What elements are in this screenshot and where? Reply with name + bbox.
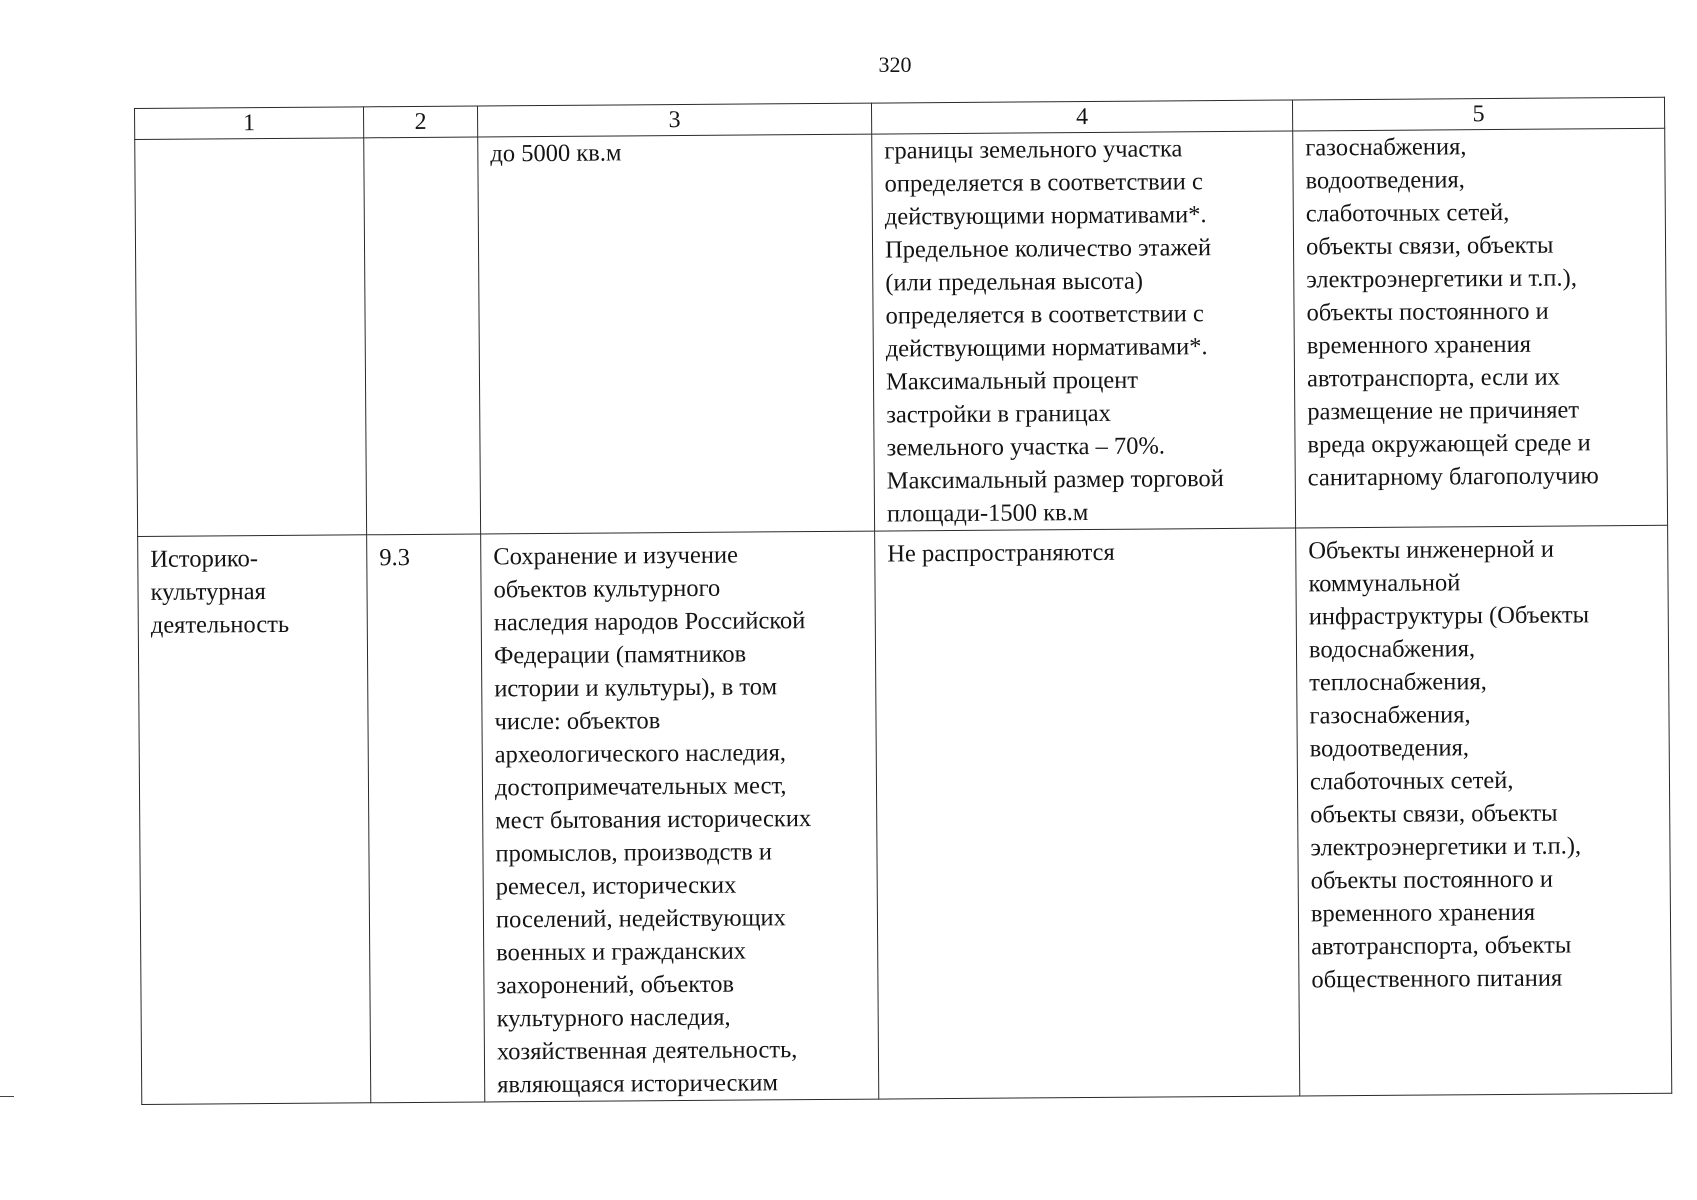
margin-mark — [0, 1096, 14, 1097]
use-type-cell — [135, 138, 367, 537]
header-cell-5: 5 — [1292, 97, 1664, 131]
header-cell-2: 2 — [363, 106, 477, 138]
use-type-cell: Историко- культурная деятельность — [138, 535, 371, 1105]
code-cell — [364, 137, 481, 535]
parameters-cell: границы земельного участка определяется в соответствии с действующими нормативами*. Предельное количество этажей (или предельная высота) определяется в соответствии с действующими нормативами*. Максимальный процент застройки в границах земельного участка – 70%. Максимальный размер торговой площади-1500 кв.м — [872, 131, 1296, 531]
header-cell-1: 1 — [135, 107, 364, 140]
auxiliary-uses-cell: Объекты инженерной и коммунальной инфраструктуры (Объекты водоснабжения, теплоснабжения, газоснабжения, водоотведения, слаботочных сетей, объекты связи, объекты электроэнергетики и т.п.), объекты постоянного и временного хранения автотранспорта, объекты общественного питания — [1296, 525, 1672, 1096]
parameters-cell: Не распространяются — [875, 528, 1300, 1099]
header-cell-4: 4 — [871, 100, 1292, 134]
description-cell: Сохранение и изучение объектов культурного наследия народов Российской Федерации (памятников истории и культуры), в том числе: объектов археологического наследия, достопримечательных мест, мест бытования исторических промыслов, производств и ремесел, исторических поселений, недействующих военных и гражданских захоронений, объектов культурного наследия, хозяйственная деятельность, являющаяся историческим — [481, 531, 879, 1102]
code-cell: 9.3 — [367, 534, 485, 1103]
description-cell: до 5000 кв.м — [478, 134, 875, 534]
table-row — [135, 128, 1668, 536]
table-row — [138, 525, 1672, 1104]
header-cell-3: 3 — [477, 103, 871, 137]
page-number: 320 — [878, 52, 912, 77]
regulations-table — [134, 97, 1672, 1105]
auxiliary-uses-cell: газоснабжения, водоотведения, слаботочных сетей, объекты связи, объекты электроэнергетики и т.п.), объекты постоянного и временного хранения автотранспорта, если их размещение не причиняет вреда окружающей среде и санитарному благополучию — [1293, 128, 1668, 528]
